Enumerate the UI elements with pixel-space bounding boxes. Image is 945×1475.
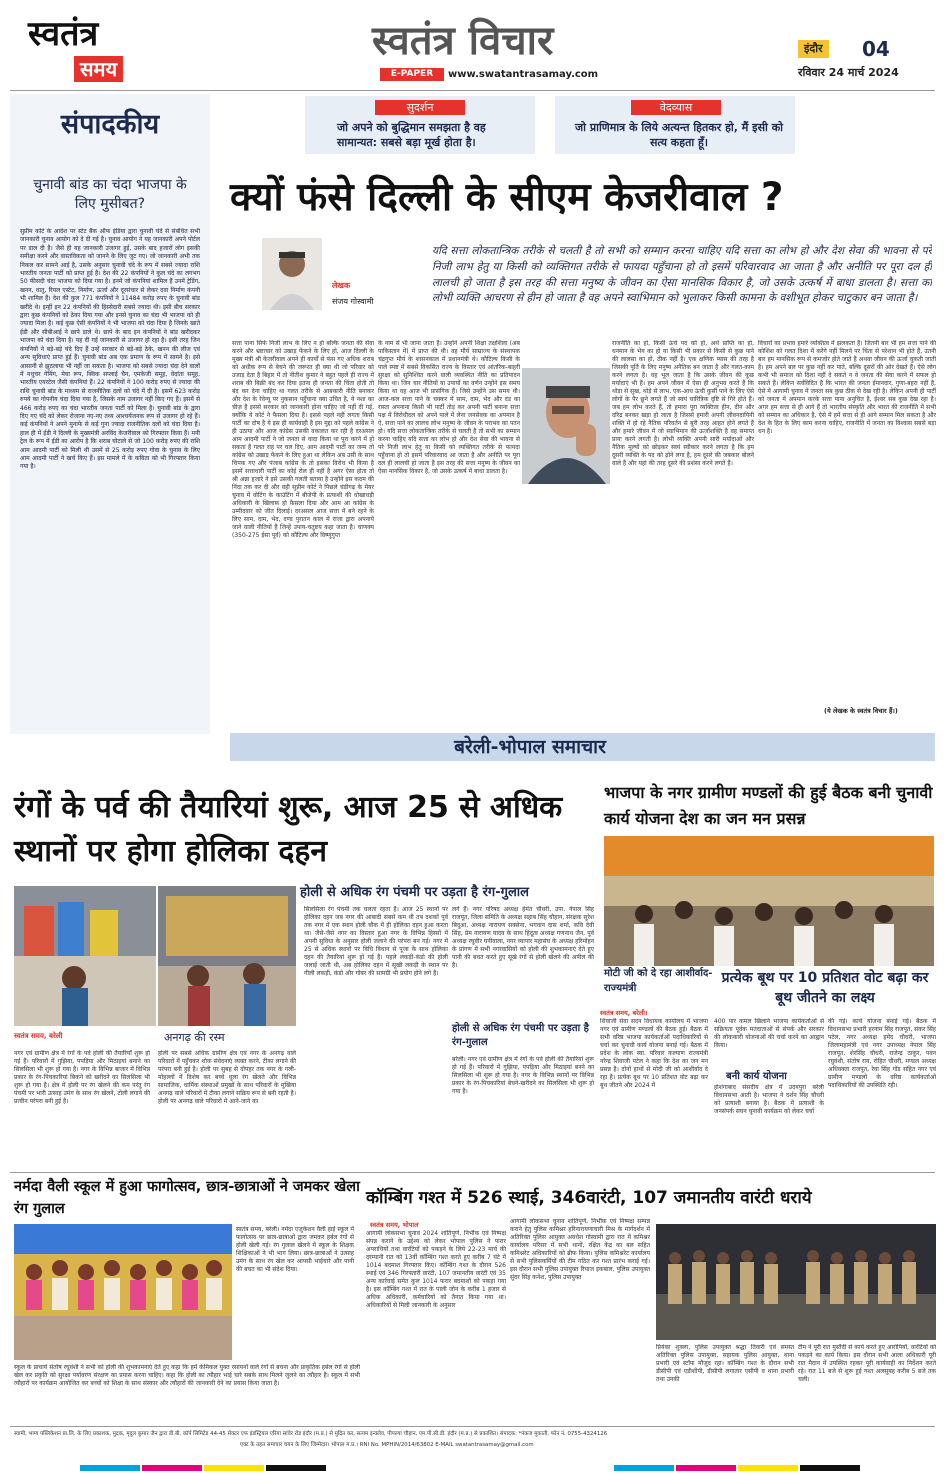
story2-headline: भाजपा के नगर ग्रामीण मण्डलों की हुई बैठक बनी चुनावी कार्य योजना देश का जन मन प्रसन्न [604,783,933,828]
story4-column-2: आगामी लोकसभा चुनाव शांतिपूर्ण, निर्भीक एवं निष्पक्ष सम्पन्न कराने हेतु पुलिस कमिश्नर हरिनारायणाचारी मिश्र के मार्गदर्शन में अतिरिक्त पुलिस आयुक्त अवधेश गोस्वामी द्वारा रात में कमिश्नर कार्यालय परिसर में सभी थानों, रक्षित केंद्र का बल सहित कमिश्नरेट अधिकारियों को ब्रीफ किया। पुलिस कमिश्नरेट कार्यालय से सभी पुलिसकर्मियों की टीम गठित कर गश्त प्रारंभ कराई गई। इस दौरान सभी पुलिस उपायुक्त रियाज इकबाल, पुलिस उपायुक्त सुंदर सिंह कनेश, पुलिस उपायुक्त [510,1218,650,1281]
story3-headline: नर्मदा वैली स्कूल में हुआ फागोत्सव, छात्र-छात्राओं ने जमकर खेला रंग गुलाल [14,1179,360,1217]
story2-subsection: बनी कार्य योजना [726,1071,787,1082]
logo-bottom: समय [74,56,123,82]
story4-column-3: प्रियंका शुक्ला, पुलिस उपायुक्त श्रद्धा तिवारी एवं समस्त अतिरिक्त पुलिस उपायुक्त, सहायक पुलिस आयुक्त, थाना प्रभारी एवं स्टॉफ मौजूद रहा। कॉम्बिंग गश्त के दौरान सभी डीसीपी एवं एडीशीपी, डीसीपी लगातार एसीपी व थाना प्रभारी तथा उनकी [656,1344,794,1383]
story2-column-2b: होशंगाबाद संसदीय क्षेत्र में उदयपुरा बरेली विधानसभा आती है। भाजपा ने दर्शन सिंह चौधरी को प्रत्याशी बनाया है। बैठक में प्रत्याशी के जनसंपर्क सघन चुनावी कार्यक्रम को लेकर चर्चा [714,1084,824,1115]
lead-column-4: विचारों का प्रभाव हमारे व्यक्तित्व में झलकता है। जितनी बार भी हम सत्ता पाने की कोशिश को गलत दिशा में करेंगे नहीं मिलने पर चिंता से परेशान भी होते हैं, उतनी बार हम मानसिक रूप से कमजोर होते जाते हैं अथवा जीवन की ऊर्जा चुकती जाती है। हम अपने बल पर कुछ नहीं कर पाते, बल्कि दूसरों की ओर देखते हैं। ऐसे लोग कभी भी समाज को दिशा नहीं दे सकते न वे जनता की सेवा करने में सफल हो सकते हैं। लेकिन सर्वविदित है कि भारत की जनता ईमानदार, गुणा-बहरा नहीं है, ऐसे में आगामी चुनाव में जनता सब कुछ ठीक से देख रही है। लेकिन अपनी ही पार्टी को जनता में अपमान करके सत्ता पाना अनुचित है, ईश्वर सब कुछ देख रहा है। अगर हम सत्ता से ही आगे हैं तो भारतीय संस्कृति और भारत की राजनीति में सभी को सम्मान का अधिकार है, ऐसे में हमें सत्ता से ही आगे सम्मान मिल सकता है और देश के हित के लिए काम करना चाहिए, राजनीति में जनता का विश्वास सबसे बड़ा धन है। [758,340,936,435]
footer-divider [10,1426,935,1427]
section-band-title: बरेली-भोपाल समाचार [454,736,606,758]
story4-column-4: टीम ने पूरी रात मुस्तैदी से कार्य करते हुए आरोपियों, वारंटियों को पकड़ने का कार्य किया। इस दौरान सभी आला अधिकारी पूरी रात मैदान में उपस्थित रहकर पूरी कार्यवाही का निर्देशन करते रहे। रात 11 बजे से शुरू हुई गश्त अलसुबह करीब 5 बजे तक चली। [798,1344,936,1383]
bjp-meeting-photo [604,836,934,966]
lead-closing: (ये लेखक के स्वतंत्र विचार हैं।) [824,707,898,715]
story4-headline: कॉम्बिंग गश्त में 526 स्थाई, 346वारंटी, 107 जमानतीय वारंटी धराये [366,1188,812,1208]
editorial-body: सुप्रीम कोर्ट के आदेश पर स्टेट बैंक ऑफ इंडिया द्वारा चुनावी चंदे से संबंधित सभी जानकारी चुनाव आयोग को दे दी गई है। चुनाव आयोग ने यह जानकारी अपने पोर्टल पर डाल दी है। जैसे ही यह जानकारी उजागर हुई, उसके बाद हजारों लोग इसकी समीक्षा करने और वास्तविकता को जानने के लिए जुट गए। जो जानकारी अभी तक निकल कर सामने आई है, उसके अनुसार चुनावी चंदे के रूप में सबसे ज्यादा राशि भारतीय जनता पार्टी को प्राप्त हुई है। देश की 22 कंपनियों ने कुल चंदे का लगभग 50 फीसदी चंदा भाजपा को दिया गया है। इनमें जो कंपनियां शामिल हैं उनमें ट्रेडिंग, खनन, धातु, रियल एस्टेट, निर्माण, ऊर्जा और दूरसंचार से लेकर दवा निर्माण कंपनी भी शामिल हैं। देश की कुल 771 कंपनियों ने 11484 करोड़ रुपए के चुनावी बांड खरीदे थे। इन्हीं इन 22 कंपनियों की हिस्सेदारी सबसे ज्यादा थी। इसी बीच सरकार द्वारा कुछ कंपनियों को ठेका दिया गया और इनसे चुनाव का चंदा भी भाजपा को ही ज्यादा मिला है। कई कुछ ऐसी कंपनियों ने भी भाजपा को चंदा दिया है जिनके खाते ईडी और सीबीआई ने छापे डाले थे। छापे के बाद इन कंपनियों ने बांड खरीदकर भाजपा को चंदा दिया है। यह दी गई जानकारी से उजागर हो रहा है। इसी तरह जिन कंपनियों ने बड़े-बड़े चंदे दिए हैं उन्हें सरकार से बड़े-बड़े ठेके, खनन की लीज एवं अन्य सुविधाएं प्राप्त हुई हैं। चुनावी बांड अब एक प्रमाण के रूप में सामने है। इसे आसानी से झुठलाया भी नहीं जा सकता है। भाजपा को सबसे ज्यादा चंदा देने वालों में मधुचर गेमिंग, मेघा रूप, क्विक सप्लाई चैन, एमकेजी समूह, वेदांता समूह, भारतीय एयरटेल जैसी कंपनियां हैं। 22 कंपनियों ने 100 करोड़ रुपए से ज्यादा की राशि चुनावी बांड के माध्यम से राजनीतिक दलों को चंदे में दी है। इसमें 623 करोड़ रुपये का गोपनीय चंदा दिया गया है, जिसके नाम उजागर नहीं किए गए हैं। इसमें से 466 करोड़ रुपए का चंदा भारतीय जनता पार्टी को मिला है। चुनावी बांड के द्वारा दिए गए चंदे को लेकर रोजाना नए-नए तथ्य आश्चर्यजनक रूप से उजागर हो रहे हैं। कई कंपनियों ने अपने मुनाफे से कई गुना ज्यादा राजनीतिक दलों को चंदा दिया है। हाल ही में ईडी ने दिल्ली के मुख्यमंत्री अरविंद केजरीवाल को गिरफ्तार किया है। मनी ट्रेल के रूप में ईडी का आरोप है कि शराब घोटाले से जो 100 करोड़ रुपए की राशि आम आदमी पार्टी को मिली थी उसमें से 25 करोड़ रुपए गोवा के चुनाव के लिए आम आदमी पार्टी ने खर्च किए हैं। इस मामले में के कविता को भी गिरफ्तार किया गया है। [20,228,200,471]
masthead-divider [10,90,935,91]
story1-dateline: स्वतंत्र समय, बरेली [14,1032,63,1040]
quote-heading-2: वेदव्यास [631,100,721,115]
story4-column-1: आगामी लोकसभा चुनाव 2024 शांतिपूर्ण, निर्भीक एवं निष्पक्ष संपन्न कराने के उद्देश्य को लेकर भोपाल पुलिस ने फरार अपराधियों तथा वारंटियों को पकड़ने के लिये 22-23 मार्च की दरम्यानी रात को 13वीं कॉम्बिंग गश्त करते हुए करीब 7 घंटे में 1014 बदमाश गिरफ्तार किए। कॉम्बिंग गश्त के दौरान 526 स्थाई एवं 346 गिरफ्तारी वारंटी, 107 जमानतीय वारंटी एवं 35 अन्य कार्रवाई समेत कुल 1014 फरार बदमाशों को पकड़ा गया है। इस कॉम्बिंग गश्त में रात के पाली जोन के करीब 1 हजार से अधिक अधिकारी, कर्मचारियों को तैनात किया गया था। अधिकारियों से मिली जानकारी के अनुसार [366,1230,506,1309]
quote-box-2 [555,96,795,154]
issue-date: रविवार 24 मार्च 2024 [798,66,899,79]
footer-imprint-1: स्वामी, भाग्य पब्लिकेशन प्रा.लि. के लिए प्रकाशक, मुद्रक, मृदुल कुमार जैन द्वारा डी.बी. कॉर्प लिमिटेड 44-45 सेक्टर एफ इंडस्ट्रियल एरिया सांवेर रोड इंदौर (म.प्र.) से मुद्रित कर, सत्यम इन्क्लेव, पीपल्या चौहान, एम.पी.सी.डी. इंदौर (म.प्र.) से प्रकाशित। संपादक: *पंकज मुकाती, फोन नं. 0755-4324126 [14,1431,608,1437]
quote-text-2: जो प्राणिमात्र के लिये अत्यन्त हितकर हो, मैं इसी को सत्य कहता हूँ। [575,121,783,149]
story2-caption: मोटी जी को दे रहा आशीर्वाद-राज्यमंत्री [604,968,713,994]
story2-dateline: स्वतंत्र समय, बरेली। [600,1009,648,1017]
story-divider [10,1172,935,1173]
story3-body: स्वतंत्र समय, बरेली। नर्मदा एजुकेशन वैली हाई स्कूल में फागोत्सव पर छात्र-छात्राओं द्वारा जमकर हर्बल रंगों से होली खेली गई। रंग गुलाल खेलने में स्कूल के शिक्षक शिक्षिकाओं ने भी भाग लिया। छात्र-छात्राओं ने उत्साह उमंग के साथ रंग खेल कर आपसी भाईचारे और पानी की बचत का भी संदेश दिया। [236,1226,354,1273]
story1-column-2: होली पर सबसे अधिक ग्रामीण क्षेत्र एवं नगर के अनगढ़ वाले परिवारों में पहुँचकर शोक संवेदनाएं व्यक्त करने, टीका लगाने की परंपरा बनी हुई है। होली पर सुबह से दोपहर तक नगर के गली-मोहल्लों में विशेष कर बच्चे धुला रंग खेलते और विभिन्न सामाजिक, धार्मिक संस्थाओं प्रमुखों के साथ परिवारों के मुखिया अनगढ़ वाले परिवारों में टीका लगाने सक्रिय रूप से बनी रहती है। होली पर अनगढ़ वाले परिवारों में आने-जाने का [158,1050,296,1105]
quote-box-1 [305,96,535,154]
story3-caption: स्कूल के प्राचार्य संतोष रघुवंशी ने सभी को होली की शुभकामनाएं देते हुए कहा कि हमें केमिकल युक्त रसायनों वाले रंगों से बचना और प्राकृतिक हर्बल रंगों से होली खेल कर प्रकृति को सुरक्षा पर्यावरण संरक्षण का प्रयास करना चाहिए। कहा कि होली का त्यौहार भाई चारे सबके साथ मिलने जुलने का त्यौहार है। स्कूल में सभी त्यौहारों पर कार्यक्रम आयोजित कर बच्चों को शिक्षा के साथ संस्कार और त्यौहारों की जानकारी देने का प्रयास किया जाता है। [14,1364,360,1387]
story2-column-2: 400 पार कमल खिलाने भाजपा कार्यकर्ताओं से सक्रियता पूर्वक मतदाताओं से संपर्क और सरकार की लोककारी योजनाओं की चर्चा करने का आह्वान किया। [714,1018,824,1049]
author-photo [262,238,322,310]
story1-column-4: लगे हैं। नगर परिषद अध्यक्ष हेमंत चौधरी, उपा. नेपाल सिंह राजपूत, जिला समिति के अध्यक्ष सहाब सिंह चौहान, संरक्षक सुरेश बिदुआ, अध्यक्ष नारायण सक्सेना, भगवान दास शर्मा, कवि देवी सिंह, प्रेम नारायण यादव के साथ हिंदूत्व अध्यक्ष गणनाथ जैन, पूर्व अध्यक्ष रघुवीर घनीवाला, नगर व्यापार महासंघ के अध्यक्ष हरिमोहन के प्रांगण में सभी नगरवासियों को होली की शुभकामनाएं देते हुए पानी की बचत करते हुए सूखे रंगों से होली खेलने की अपील की है। [452,906,594,969]
lead-headline: क्यों फंसे दिल्ली के सीएम केजरीवाल ? [230,175,784,220]
lead-column-2: के नाम से भी जाना जाता है। उन्होंने अपनी शिक्षा तक्षशिला (अब पाकिस्तान में) में प्राप्त की थी। वह मौर्य साम्राज्य के संस्थापक चंद्रगुप्त मौर्य के शासनकाल में प्रधानमंत्री थे। कौटिल्य किसी के पाले स्पष्ट में सबसे विकसित राज्य के विस्तार एवं आंतरिक-बाहरी सुरक्षा को सुनिश्चित करने वाली व्यवस्थित नीति का प्रतिपादन किया था। जिन चार नीतियों या उपायों का वर्णन उन्होंने इस समय किया था वह आज भी प्रासंगिक हैं। जिसे उन्होंने उस समय थी। आज-कल सत्ता पाने के चक्कर में साम, दाम, भेद और दंड का रास्ता अपनाना किसी भी पार्टी तोड़ कर अपनी पार्टी बनाना सत्ता पक्ष में विरोधीदल को अपने पाले में लेना जनसेवक का अपमान है ऐ, सत्ता पाने का लालच लोभ मनुष्य के जीवन के पराभव का पतन हो। यदि सत्ता लोकतान्त्रिक तरीके से चलती है तो सभी का सम्मान करना चाहिए यदि सत्ता का लोभ हो और देश सेवा की भावना से परे निजी लाभ हेतु या किसी को व्यक्तिगत तरीके से फायदा पहुँचाना हो तो इसमें परिवारवाद आ जाता है और अनीति पर पूरा दल ही लालची हो जाता है इस तरह की सत्ता मनुष्य के जीवन का ऐसा मानसिक विकार है, जो उसके उत्कर्ष में बाधा डालता है। [378,340,520,475]
paper-title: स्वतंत्र विचार [372,17,554,64]
website-link[interactable]: www.swatantrasamay.com [448,69,599,80]
police-combing-photo [656,1224,936,1340]
holi-market-photo-1 [14,886,156,1026]
kejriwal-photo [522,368,610,484]
city-label: इंदौर [798,40,829,58]
masthead [0,0,945,90]
page-number: 04 [862,37,890,61]
story2-column-3: की गई। कार्य योजना बनाई गई। बैठक में विधानसभा प्रभारी हरनाम सिंह राजपूत, संकर सिंह पटेल, नगर अध्यक्ष हमेंद चौधरी, भाजपा जिलामहामंत्री एवं नगर उपाध्यक्ष नेपाल सिंह राजपूत, शेरसिंह चौधरी, राजेन्द्र ठाकुर, पवन रघुवंशी, संतोष राय, रोहित चौधरी, मण्डल अध्यक्ष अधिवक्ता राजपूत, रेवा सिंह गोंड सहित नगर एवं ग्रामीण मण्डलों के वरिष्ठ कार्यकर्ताओं पदाधिकारियों की उपस्थिति रही। [828,1018,936,1089]
story2-column-1: शिवाजी सेवा सदन विधायक कार्यालय में भाजपा नगर एवं ग्रामीण मण्डलों की बैठक हुई। बैठक में सभी वरिष्ठ भाजपा कार्यकर्ताओं पदाधिकारियों से चर्चा कर चुनावी कार्य योजना बनाई गई। बैठक में प्रदेश के लोक स्वा. परिवार कल्याण राज्यमंत्री नरेन्द्र शिवाजी पटेल ने कहा कि देश का जन मन प्रसन्न है। दोनों हाथों से मोदी जी को आशीर्वाद दे रहा है। प्रत्येक बूथ पर 10 प्रतिशत वोट बढ़ा कर बूथ जीतने और 2024 में [600,1018,708,1089]
editorial-label: संपादकीय [60,109,160,140]
story1-column-3: सिलसिला रंग पंचमी तक चलता रहता है। आज 25 स्थानों पर होलिका दहन जब नगर की आबादी सबसे कम थी तब दशकों पूर्व तक नगर में एक स्थान होली चौक में ही होलिका दहन हुआ करता था। जैसे-जैसे नगर का विस्तार हुआ नगर के विभिन्न हिस्सों में अपनी सुविधा के अनुसार होली जलाने की परंपरा बन गई। नगर में 25 से अधिक स्थानों पर विधि विधान से पूजा के साथ होलिका दहन की तैयारियां शुरू हो गई हैं। पहले लकड़ी-कंडो की होली जलाई जाती थी, अब होलिका दहन में सूखी लकड़ी के स्थान पर गीली लकड़ी, कंडो और गोबर की सामग्री भी प्रयोग होने लगे हैं। [304,906,448,977]
school-holi-photo [14,1224,232,1360]
story1-headline: रंगों के पर्व की तैयारियां शुरू, आज 25 से अधिक स्थानों पर होगा होलिका दहन [14,790,563,869]
registration-marks [80,1456,860,1462]
lead-intro: यदि सत्ता लोकतान्त्रिक तरीके से चलती है तो सभी को सम्मान करना चाहिए यदि सत्ता का लोभ हो और देश सेवा की भावना से परे निजी लाभ हेतु या किसी को व्यक्तिगत तरीके से फायदा पहुँचाना हो तो इसमें परिवारवाद आ जाता है और अनीति पर पूरा दल ही लालची हो जाता है इस तरह की सत्ता मनुष्य के जीवन का ऐसा मानसिक विकार है, जो उसके उत्कर्ष में बाधा डालता है। सत्ता का लोभी व्यक्ति आचरण से हीन हो जाता है वह अपने स्वाभिमान को भुलाकर किसी कामना के वशीभूत होकर चाटुकार बन जाता है। [432,245,932,305]
story1-inset-text: बरेली। नगर एवं ग्रामीण क्षेत्र में रंगों के पर्व होली की तैयारियां शुरू हो गई हैं। परिवारों में गुझिया, पपड़िया और मिठाइयां बनने का सिलसिला भी शुरू हो गया है। नगर के विभिन्न स्थानों पर विभिन्न प्रकार के रंग-पिचकारियां बेचने-खरीदने का सिलसिला भी शुरू हो गया है। [452,1056,594,1095]
author-name: संजय गोस्वामी [332,297,374,306]
lead-column-3: राजनीति का हो, किसी ऊंचे पद को हो, अर्थ प्राप्ति का हो, धनमान के भेय का हो या किसी भी प्रकार से किसी से कुछ पाने की लालसा का हो, ठीक नहीं है। एक क्षणिक प्यास की तरह है जिसकी पूर्ति के लिए मनुष्य अनैतिक बन जाता है और गलत-काम करने लगता है। वह भूल जाता है कि उसके जीवन की कुछ मर्यादाएं भी हैं। हम अपने जीवन में ऐसा ही अनुभव करते हैं कि थोड़ा से सुख, थोड़े से लाभ, एक-आध ऊंची कुर्सी पाने के लिए ऐसे लोगों के पैर छूने लगते हैं जो स्वयं चारित्रिक दृष्टि से गिरे होते हैं। जब हम लोभ करते हैं, तो हमारा पूरा व्यक्तित्व हीन, दीन और दरिद्र बनकर खड़ा हो जाता है जिससे हमारी अपनी जीवनदायिनी शक्ति में हो रहे नैतिक परिवर्तन से बुरी तरह आहत होने लगते हैं और हमारे जीवन में जो स्वाभिमान की ऊर्जाशक्ति है वह समाप्त प्रायः करने लगती है। लोभी व्यक्ति अपनी सारी मर्यादाओं और नैतिक मूल्यों को छोड़कर स्वयं स्वीकार करने लगता है कि हम दूसरी व्यक्ति के पद को ढ़ोने लगा है, हम दूसरे की जबकार बोलने वाले हैं और यहां की तरह दूसरे की प्रशंसा करने लगते हैं। [612,340,754,467]
editorial-column [10,94,210,734]
editorial-title: चुनावी बांड का चंदा भाजपा के लिए मुसीबत? [33,177,187,212]
story4-dateline: स्वतंत्र समय, भोपाल [370,1221,419,1229]
logo [28,14,153,84]
epaper-label: E-PAPER [380,68,444,81]
logo-top: स्वतंत्र [28,14,99,54]
footer-imprint-2: एक्ट के तहत समाचार चयन के लिए जिम्मेदार। भोपाल म.प्र.। RNI No. MPHIN/2014/63802 E-MAIL swatantrasamay@gmail.com [240,1442,534,1448]
quote-text-1: जो अपने को बुद्धिमान समझता है वह सामान्यत: सबसे बड़ा मूर्ख होता है। [337,121,486,149]
lead-column-1: सत्ता पाना सिर्फ निजी लाभ के लिए न हो बल्कि जनता की सेवा करने और भ्रष्टाचार को उखाड़ फेंकने के लिए हो, आज दिल्ली के मुख्य मंत्री श्री केजरीवाल अपने ही कार्यों से फंस गए अधिक शराब को अधीक रूप से बेचने की जरूरत ही क्या थी जो परिवार को उजाड़ देता है बिहार में तो नीतीश कुमार ने बहुत पहले ही राज्य में शराब की बिक्री बंद कर दिया इतना ही जनता की चिंता होती तो बंद कर देना चाहिए था गलत तरीके से आबकारी नीति बनाकर और देश के रेवेन्यू पर नुकसान पहुँचाना क्या उचित है, ये नशा का चीज़ है इससे सरकार को जानकारी होना चाहिए जो नहीं दी गई, क्योंकि ये कोर्ट ने फैसला दिया है। इससे पहले नहीं लगता किसी पार्टी का दोष है ये इस ही कार्यवाही है इस मुद्दा को पहले कांग्रेस ने ही उठाया और आज कांग्रेस उसकी वकालत कर रही है दरअसल आम आदमी पार्टी ने जो जनता से वादा किया था पूरा करने में हो सकता है गलत राह पर चल दिए, आम आदमी पार्टी का जन्म तो कांग्रेस को उखाड़ फेंकने के लिए हुआ था लेकिन अब उसी के साथ चिपक गए और पंजाब कांग्रेस के तो इसका विरोध भी किया है इसमें सत्ताधारी पार्टी का कोई रोल ही नहीं है अगर ऐसा होता तो श्री अन्ना हजारे ने इसे उसकी गलती बताया है उन्होंने इस कदम की निंदा तक कर दी और वही सुप्रीम कोर्ट ने पिछले चंडीगढ़ के मेयर चुनाव में वोटिंग के काउंटिंग में बीजेपी के प्रत्याशी की धोखाधड़ी अधिकारी के खिलाफ़ हो फ़ैसला दिया और आम आ कांग्रेस के उम्मीदवार को जीत दिलाई। दरअसल आज सत्ता में बने रहने के लिए साम, दाम, भेद, दण्ड पुरातन काल में राजा द्वारा अपनाये जाने वाली नीतियों हैं जिन्हें उपाय-चतुष्टय कहा जाता है। चाणक्य (350-275 ईसा पूर्व) को कौटिल्य और विष्णुगुप्त [232,340,374,539]
byline-label: लेखक [332,281,351,290]
story1-inset-title: होली से अधिक रंग पंचमी पर उड़ता है रंग-गुलाल [452,1023,589,1048]
section-band [230,733,935,761]
story1-caption: अनगढ़ की रस्म [164,1031,225,1044]
story2-subhead: प्रत्येक बूथ पर 10 प्रतिशत वोट बढ़ा कर बूथ जीतने का लक्ष्य [721,970,929,1006]
holi-market-photo-2 [158,886,296,1026]
quote-heading-1: सुदर्शन [375,100,465,115]
story1-column-1: नगर एवं ग्रामीण क्षेत्र में रंगों के पर्व होली की तैयारियाँ शुरू हो गई हैं। परिवारों में गुझिया, पपड़िया और मिठाइयां बनाने का सिलसिला भी शुरू हो गया है। नगर के विभिन्न बाजार में विभिन्न प्रकार के रंग-पिचकारियां बिकने को खरीदने का सिलसिला भी शुरू हो गया है। क्षेत्र में होली पर रंग खेलने की कम परंतु रंग पंचमी पर भारी उत्साह उमंग के साथ रंग खेलने, टोली लगाने की प्राचीन परंपरा बनी हुई है। [14,1050,150,1105]
story1-subhead: होली से अधिक रंग पंचमी पर उड़ता है रंग-गुलाल [300,885,529,900]
